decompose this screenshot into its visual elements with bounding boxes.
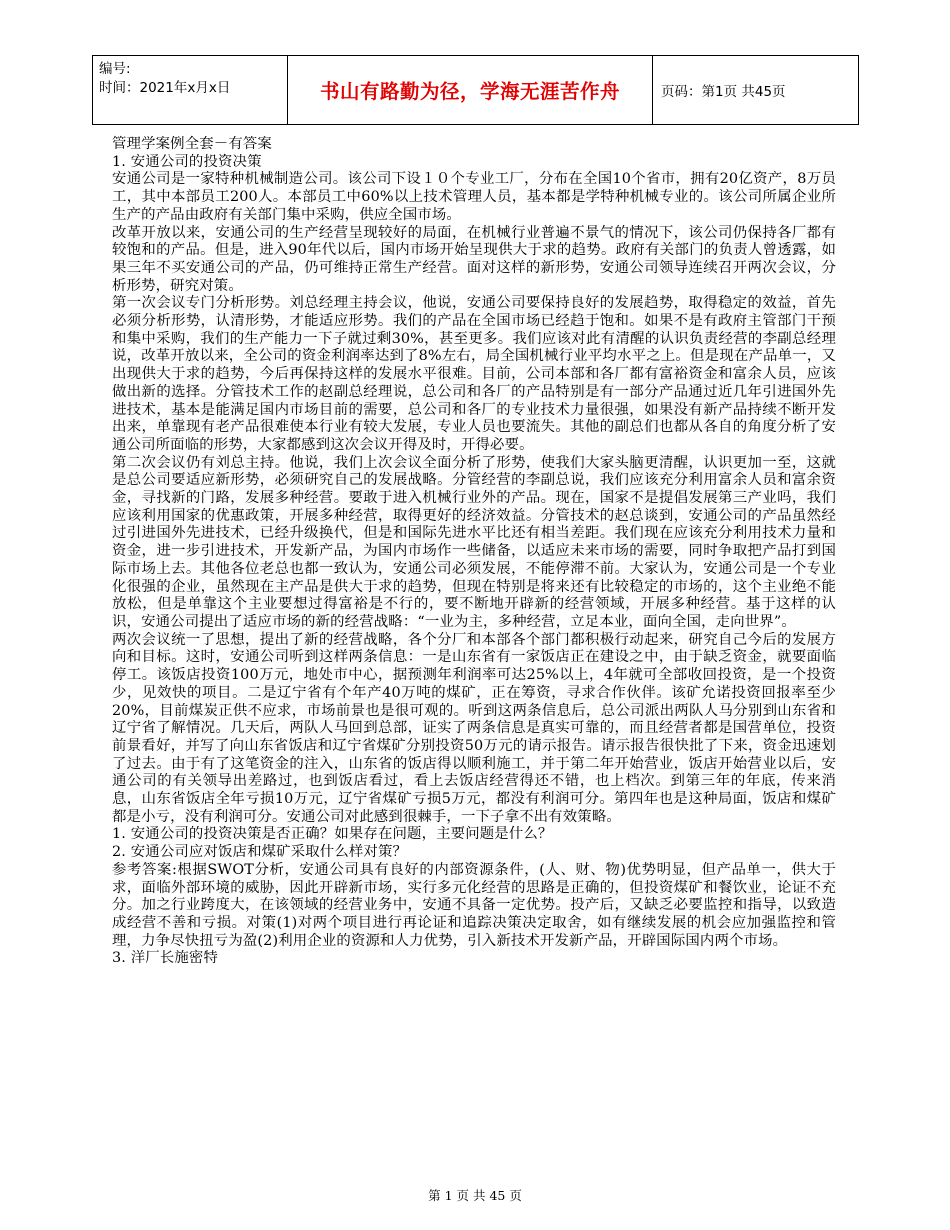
document-title: 管理学案例全套－有答案 [112, 136, 272, 152]
paragraph: 安通公司是一家特种机械制造公司。该公司下设１０个专业工厂，分布在全国10个省市，拥有20亿资产，8万员工，其中本部员工200人。本部员工中60%以上技术管理人员，基本都是学特种机械专业的。该公司所属企业所生产的产品由政府有关部门集中采购，供应全国市场。 [112, 171, 836, 223]
paragraph: 改革开放以来，安通公司的生产经营呈现较好的局面，在机械行业普遍不景气的情况下，该公司仍保持各厂都有较饱和的产品。但是，进入90年代以后，国内市场开始呈现供大于求的趋势。政府有关部门的负责人曾透露，如果三年不买安通公司的产品，仍可维持正常生产经营。面对这样的新形势，安通公司领导连续召开两次会议，分析形势，研究对策。 [112, 224, 836, 294]
question-1: 1. 安通公司的投资决策是否正确？如果存在问题，主要问题是什么？ [112, 826, 553, 843]
header-page-info: 页码：第1页 共45页 [661, 84, 786, 100]
header-left-cell [93, 56, 288, 124]
reference-answer: 参考答案:根据SWOT分析，安通公司具有良好的内部资源条件，(人、财、物)优势明显，但产品单一，供大于求，面临外部环境的威胁，因此开辟新市场，实行多元化经营的思路是正确的，但投资煤矿和餐饮业，论证不充分。加之行业跨度大，在该领域的经营业务中，安通不具备一定优势。投产后，又缺乏必要监控和指导，以致造成经营不善和亏损。对策(1)对两个项目进行再论证和追踪决策决定取舍，如有继续发展的机会应加强监控和管理，力争尽快扭亏为盈(2)利用企业的资源和人力优势，引入新技术开发新产品，开辟国际国内两个市场。 [112, 861, 836, 949]
document-time-label: 时间：2021年x月x日 [99, 80, 231, 96]
page-footer: 第 1 页 共 45 页 [428, 1188, 522, 1203]
document-number-label: 编号: [99, 61, 131, 77]
document-body [112, 136, 836, 968]
next-case-title: 3. 洋厂长施密特 [112, 950, 218, 967]
page-header [92, 55, 859, 125]
question-2: 2. 安通公司应对饭店和煤矿采取什么样对策？ [112, 844, 408, 861]
paragraph: 第二次会议仍有刘总主持。他说，我们上次会议全面分析了形势，使我们大家头脑更清醒，认识更加一至，这就是总公司要适应新形势，必须研究自己的发展战略。分管经营的李副总说，我们应该充分利用富余人员和富余资金，寻找新的门路，发展多种经营。要敢于进入机械行业外的产品。现在，国家不是提倡发展第三产业吗，我们应该利用国家的优惠政策，开展多种经营，取得更好的经济效益。分管技术的赵总谈到，安通公司的产品虽然经过引进国外先进技术，已经升级换代，但是和国际先进水平比还有相当差距。我们现在应该充分利用技术力量和资金，进一步引进技术，开发新产品，为国内市场作一些储备，以适应未来市场的需要，同时争取把产品打到国际市场上去。其他各位老总也都一致认为，安通公司必须发展，不能停滞不前。大家认为，安通公司是一个专业化很强的企业，虽然现在主产品是供大于求的趋势，但现在特别是将来还有比较稳定的市场的，这个主业绝不能放松，但是单靠这个主业要想过得富裕是不行的，要不断地开辟新的经营领域，开展多种经营。基于这样的认识，安通公司提出了适应市场的新的经营战略：“一业为主，多种经营，立足本业，面向全国，走向世界”。 [112, 454, 836, 630]
paragraph: 两次会议统一了思想，提出了新的经营战略，各个分厂和本部各个部门都积极行动起来，研究自己今后的发展方向和目标。这时，安通公司听到这样两条信息：一是山东省有一家饭店正在建设之中，由于缺乏资金，就要面临停工。该饭店投资100万元，地处市中心，据预测年利润率可达25%以上，4年就可全部收回投资，是一个投资少，见效快的项目。二是辽宁省有个年产40万吨的煤矿，正在筹资，寻求合作伙伴。该矿允诺投资回报率至少20%，目前煤炭正供不应求，市场前景也是很可观的。听到这两条信息后，总公司派出两队人马分别到山东省和辽宁省了解情况。几天后，两队人马回到总部，证实了两条信息是真实可靠的，而且经营者都是国营单位，投资前景看好，并写了向山东省饭店和辽宁省煤矿分别投资50万元的请示报告。请示报告很快批了下来，资金迅速划了过去。由于有了这笔资金的注入，山东省的饭店得以顺利施工，并于第二年开始营业，饭店开始营业以后，安通公司的有关领导出差路过，也到饭店看过，看上去饭店经营得还不错，也上档次。到第三年的年底，传来消息，山东省饭店全年亏损10万元，辽宁省煤矿亏损5万元，都没有利润可分。第四年也是这种局面，饭店和煤矿都是小亏，没有利润可分。安通公司对此感到很棘手，一下子拿不出有效策略。 [112, 631, 836, 825]
header-motto: 书山有路勤为径，学海无涯苦作舟 [288, 56, 653, 124]
case-title: 1. 安通公司的投资决策 [112, 153, 262, 170]
paragraph: 第一次会议专门分析形势。刘总经理主持会议，他说，安通公司要保持良好的发展趋势，取得稳定的效益，首先必须分析形势，认清形势，才能适应形势。我们的产品在全国市场已经趋于饱和。如果不是有政府主管部门干预和集中采购，我们的生产能力一下子就过剩30%，甚至更多。我们应该对此有清醒的认识负责经营的李副总经理说，改革开放以来，全公司的资金利润率达到了8%左右，局全国机械行业平均水平之上。但是现在产品单一，又出现供大于求的趋势，今后再保持这样的发展水平很难。目前，公司本部和各厂都有富裕资金和富余人员，应该做出新的选择。分管技术工作的赵副总经理说，总公司和各厂的产品特别是有一部分产品通过近几年引进国外先进技术，基本是能满足国内市场目前的需要，总公司和各厂的专业技术力量很强，如果没有新产品持续不断开发出来，单靠现有老产品很难使本行业有较大发展，专业人员也要流失。其他的副总们也都从各自的角度分析了安通公司所面临的形势，大家都感到这次会议开得及时，开得必要。 [112, 295, 836, 453]
